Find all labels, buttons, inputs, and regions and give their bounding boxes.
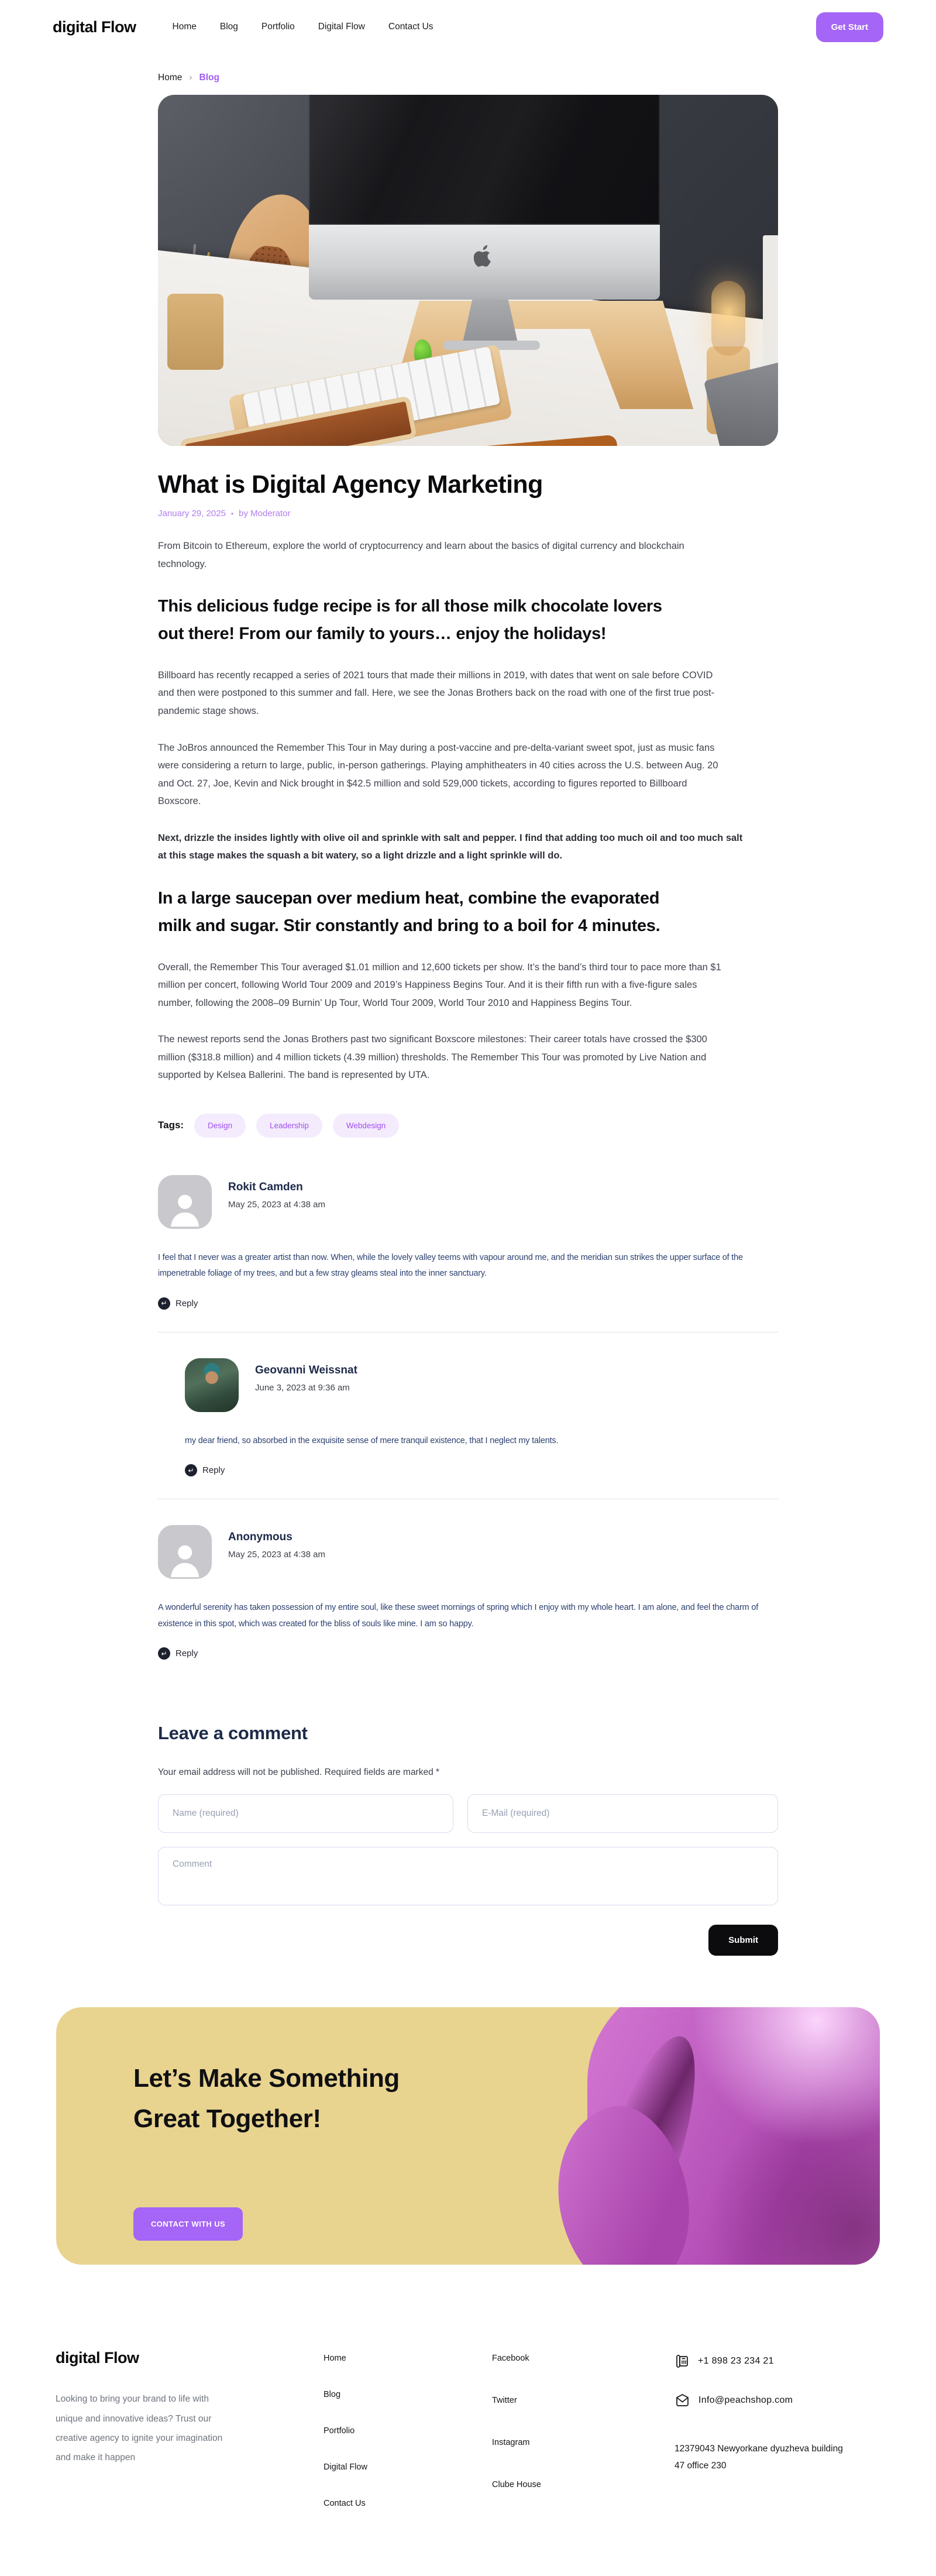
- footer-social-column: [492, 2349, 675, 2535]
- comment-rokit-camden: [158, 1172, 778, 1310]
- post-paragraph-jobros: The JoBros announced the Remember This Tour in May during a post-vaccine and pre-delta-variant sweet spot, just as music fans were considering a return to large, public, in-person gatherings. Playing amphitheaters in 40 cities across the U.S. between Aug. 20 and Oct. 27, Joe, Kevin and Nick brought in $42.5 million and sold 529,000 tickets, according to figures reported to Billboard Boxscore.: [158, 742, 718, 807]
- post-author[interactable]: by Moderator: [239, 509, 291, 518]
- cta-banner: [56, 2007, 880, 2265]
- comment-textarea[interactable]: [158, 1847, 778, 1905]
- footer-brand-logo[interactable]: digital Flow: [56, 2349, 139, 2367]
- nav-item-contact-us[interactable]: Contact Us: [388, 22, 433, 32]
- name-input[interactable]: [158, 1794, 453, 1833]
- footer-link-facebook[interactable]: Facebook: [492, 2354, 529, 2364]
- footer-address: 12379043 Newyorkane dyuzheva building 47 office 230: [675, 2444, 843, 2471]
- footer-link-home[interactable]: Home: [324, 2354, 346, 2364]
- site-footer: [0, 2313, 936, 2576]
- lamp-bulb-decor: [711, 281, 745, 356]
- post-subheading-saucepan: In a large saucepan over medium heat, combine the evaporated milk and sugar. Stir constantly and bring to a boil for 4 minutes.: [158, 888, 660, 935]
- apple-logo-icon: [474, 244, 494, 267]
- chevron-right-icon: ›: [189, 73, 192, 83]
- avatar-photo: [185, 1358, 239, 1412]
- dot-separator-icon: •: [230, 509, 234, 518]
- footer-email[interactable]: Info@peachshop.com: [675, 2392, 880, 2408]
- tags-label: Tags:: [158, 1119, 184, 1131]
- leave-comment-heading: Leave a comment: [158, 1723, 308, 1744]
- comment-author: Anonymous: [228, 1531, 292, 1544]
- comment-form: [158, 1794, 778, 1956]
- tag-design[interactable]: Design: [194, 1114, 246, 1138]
- tags-row: [158, 1114, 778, 1138]
- footer-link-contact-us[interactable]: Contact Us: [324, 2499, 366, 2509]
- form-note: Your email address will not be published. Required fields are marked *: [158, 1767, 440, 1778]
- post-paragraph-overall: Overall, the Remember This Tour averaged $1.01 million and 12,600 tickets per show. It’s the band’s third tour to pace more than $1 million per concert, following World Tour 2009 and 2019’s Happiness Begins Tour. And it is their fifth run with a five-figure sales number, following the 2008–09 Burnin’ Up Tour, World Tour 2009, World Tour 2010 and Happiness Begins Tour.: [158, 961, 721, 1008]
- pen-cup-decor: [167, 294, 223, 370]
- imac-glare-decor: [309, 95, 660, 225]
- breadcrumb-home-link[interactable]: Home: [158, 73, 183, 83]
- breadcrumb-current: Blog: [199, 73, 219, 83]
- footer-link-blog[interactable]: Blog: [324, 2390, 341, 2400]
- avatar-placeholder: [158, 1175, 212, 1229]
- nav-item-blog[interactable]: Blog: [219, 22, 238, 32]
- comment-date: May 25, 2023 at 4:38 am: [228, 1550, 325, 1560]
- reply-arrow-icon: ↵: [185, 1464, 197, 1476]
- site-header: [0, 0, 936, 54]
- comment-geovanni-weissnat: [185, 1355, 778, 1477]
- post-paragraph-bold: Next, drizzle the insides lightly with olive oil and sprinkle with salt and pepper. I find that adding too much oil and too much salt at this stage makes the squash a bit watery, so a light drizzle and a light sprinkle will do.: [158, 832, 743, 861]
- comment-author: Geovanni Weissnat: [255, 1363, 357, 1376]
- comment-text: my dear friend, so absorbed in the exquisite sense of mere tranquil existence, that I neglect my talents.: [185, 1435, 559, 1445]
- post-date: January 29, 2025: [158, 509, 226, 518]
- contact-with-us-button[interactable]: CONTACT WITH US: [133, 2207, 243, 2241]
- cta-section: [0, 2007, 936, 2265]
- email-input[interactable]: [467, 1794, 778, 1833]
- footer-link-twitter[interactable]: Twitter: [492, 2396, 517, 2406]
- comment-date: June 3, 2023 at 9:36 am: [255, 1382, 350, 1393]
- post-paragraph-billboard: Billboard has recently recapped a series of 2021 tours that made their millions in 2019, with dates that went on sale before COVID and then were postponed to this summer and fall. Here, we see the Jonas Brothers back on the road with one of the first true post-pandemic stage shows.: [158, 669, 715, 716]
- tag-webdesign[interactable]: Webdesign: [333, 1114, 399, 1138]
- comment-anonymous: [158, 1521, 778, 1660]
- comment-date: May 25, 2023 at 4:38 am: [228, 1199, 325, 1210]
- comment-text: I feel that I never was a greater artist than now. When, while the lovely valley teems with vapour around me, and the meridian sun strikes the upper surface of the impenetrable foliage of my trees, and but a few stray gleams steal into the inner sanctuary.: [158, 1252, 743, 1279]
- avatar-placeholder: [158, 1525, 212, 1579]
- footer-link-digital-flow[interactable]: Digital Flow: [324, 2462, 367, 2472]
- nav-item-digital-flow[interactable]: Digital Flow: [318, 22, 365, 32]
- footer-link-clube-house[interactable]: Clube House: [492, 2480, 541, 2490]
- footer-nav-column: [324, 2349, 492, 2535]
- post-intro: From Bitcoin to Ethereum, explore the world of cryptocurrency and learn about the basics of digital currency and blockchain technology.: [158, 541, 684, 569]
- reply-arrow-icon: ↵: [158, 1297, 170, 1310]
- post-meta: [158, 509, 778, 518]
- phone-icon: [675, 2354, 690, 2369]
- footer-phone[interactable]: +1 898 23 234 21: [675, 2354, 880, 2369]
- footer-contact-column: [675, 2349, 880, 2535]
- mail-icon: [675, 2392, 690, 2408]
- tag-leadership[interactable]: Leadership: [256, 1114, 322, 1138]
- post-subheading-fudge: This delicious fudge recipe is for all those milk chocolate lovers out there! From our family to yours… enjoy the holidays!: [158, 597, 662, 643]
- cta-heading: Let’s Make Something Great Together!: [133, 2064, 400, 2133]
- submit-button[interactable]: Submit: [708, 1925, 778, 1956]
- comment-author: Rokit Camden: [228, 1180, 303, 1193]
- nav-item-home[interactable]: Home: [172, 22, 197, 32]
- footer-description: Looking to bring your brand to life with unique and innovative ideas? Trust our creative agency to ignite your imagination and make it happen: [56, 2394, 223, 2463]
- reply-button[interactable]: ↵ Reply: [158, 1647, 778, 1660]
- comment-text: A wonderful serenity has taken possession of my entire soul, like these sweet mornings of spring which I enjoy with my whole heart. I am alone, and feel the charm of existence in this spot, which was created for the bliss of souls like mine. I am so happy.: [158, 1603, 759, 1629]
- main-nav: [173, 22, 433, 32]
- post-paragraph-newest: The newest reports send the Jonas Brothers past two significant Boxscore milestones: Their career totals have crossed the $300 million ($318.8 million) and 4 million tickets (4.39 million) thresholds. The Remember This Tour was promoted by Live Nation and supported by Kelsea Ballerini. The band is represented by UTA.: [158, 1034, 707, 1081]
- reply-button[interactable]: ↵ Reply: [185, 1464, 778, 1476]
- brand-logo[interactable]: digital Flow: [53, 18, 136, 36]
- reply-button[interactable]: ↵ Reply: [158, 1297, 778, 1310]
- get-start-button[interactable]: Get Start: [816, 12, 883, 42]
- footer-link-instagram[interactable]: Instagram: [492, 2438, 530, 2448]
- breadcrumb: [158, 73, 778, 83]
- nav-item-portfolio[interactable]: Portfolio: [261, 22, 295, 32]
- abstract-magenta-art: [587, 2007, 880, 2265]
- footer-link-portfolio[interactable]: Portfolio: [324, 2426, 355, 2436]
- reply-arrow-icon: ↵: [158, 1647, 170, 1660]
- hero-image: [158, 95, 778, 446]
- comments-section: [158, 1172, 778, 1660]
- post-title: What is Digital Agency Marketing: [158, 470, 543, 499]
